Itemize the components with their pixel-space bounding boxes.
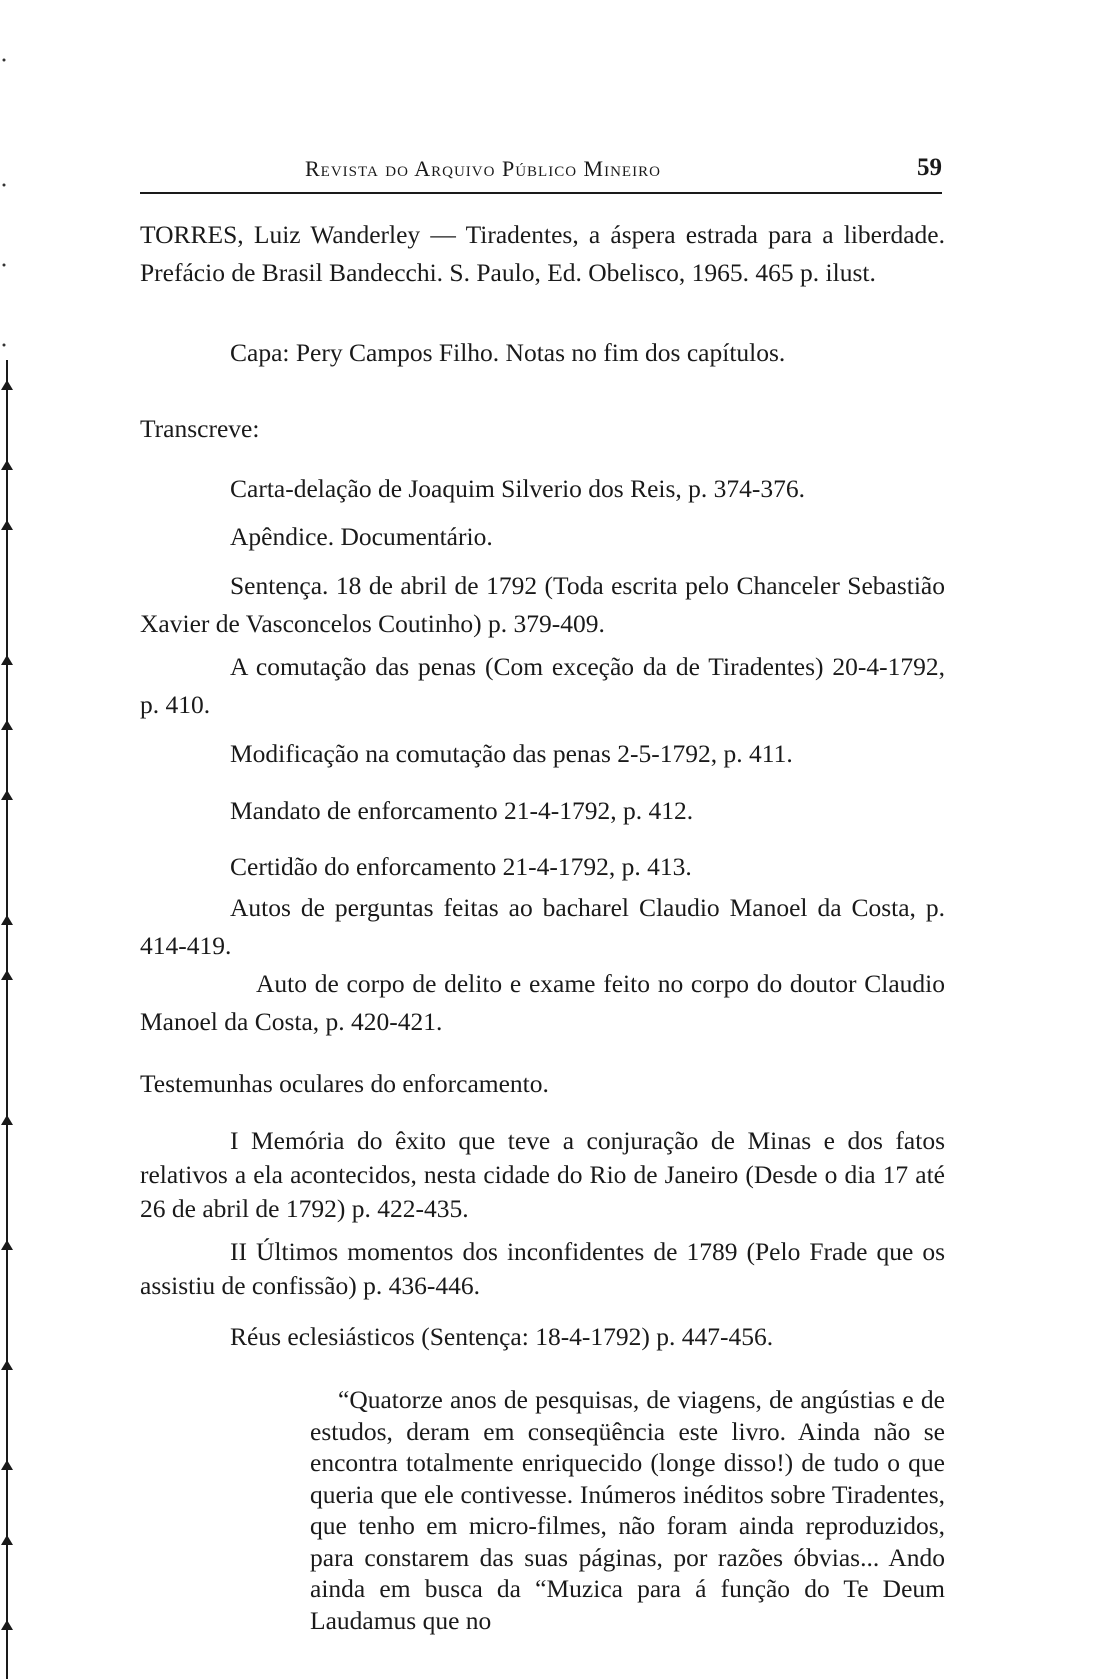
contents-item: Autos de perguntas feitas ao bacharel Claudio Manoel da Costa, p. 414-419.	[140, 893, 945, 960]
contents-item: I Memória do êxito que teve a conjuração de Minas e dos fatos relativos a ela acontecidos, nesta cidade do Rio de Janeiro (Desde o dia 17 até 26 de abril de 1792) p. 422-435.	[140, 1126, 945, 1223]
contents-item: Sentença. 18 de abril de 1792 (Toda escrita pelo Chanceler Sebastião Xavier de Vasconcelos Coutinho) p. 379-409.	[140, 571, 945, 638]
cover-note: Capa: Pery Campos Filho. Notas no fim dos capítulos.	[230, 338, 786, 367]
contents-item: Mandato de enforcamento 21-4-1792, p. 412.	[230, 796, 694, 825]
contents-item: Auto de corpo de delito e exame feito no corpo do doutor Claudio Manoel da Costa, p. 420-421.	[140, 969, 945, 1036]
quoted-excerpt: “Quatorze anos de pesquisas, de viagens, de angústias e de estudos, deram em conseqüência este livro. Ainda não se encontra totalmente enriquecido (longe disso!) de tudo o que queria que ele contivesse. Inúmeros inéditos sobre Tiradentes, que tenho em micro-filmes, não foram ainda reproduzidos, para constarem das suas páginas, por razões óbvias... Ando ainda em busca da “Muzica para á função do Te Deum Laudamus que no	[310, 1385, 945, 1635]
contents-item: Carta-delação de Joaquim Silverio dos Reis, p. 374-376.	[230, 474, 806, 503]
contents-item: II Últimos momentos dos inconfidentes de 1789 (Pelo Frade que os assistiu de confissão) p. 436-446.	[140, 1237, 945, 1300]
binding-edge	[0, 0, 14, 1679]
contents-item: Certidão do enforcamento 21-4-1792, p. 413.	[230, 852, 692, 881]
contents-item: Testemunhas oculares do enforcamento.	[140, 1069, 549, 1098]
bibliographic-citation: TORRES, Luiz Wanderley — Tiradentes, a áspera estrada para a liberdade. Prefácio de Brasil Bandecchi. S. Paulo, Ed. Obelisco, 1965. 465 p. ilust.	[140, 220, 945, 287]
contents-item: Réus eclesiásticos (Sentença: 18-4-1792) p. 447-456.	[230, 1322, 774, 1351]
page-number: 59	[917, 154, 942, 181]
running-header	[140, 150, 942, 194]
contents-item: A comutação das penas (Com exceção da de Tiradentes) 20-4-1792, p. 410.	[140, 652, 945, 719]
journal-title: Revista do Arquivo Público Mineiro	[305, 156, 661, 181]
contents-item: Modificação na comutação das penas 2-5-1792, p. 411.	[230, 739, 793, 768]
contents-item: Apêndice. Documentário.	[230, 522, 493, 551]
transcreve-label: Transcreve:	[140, 414, 260, 443]
